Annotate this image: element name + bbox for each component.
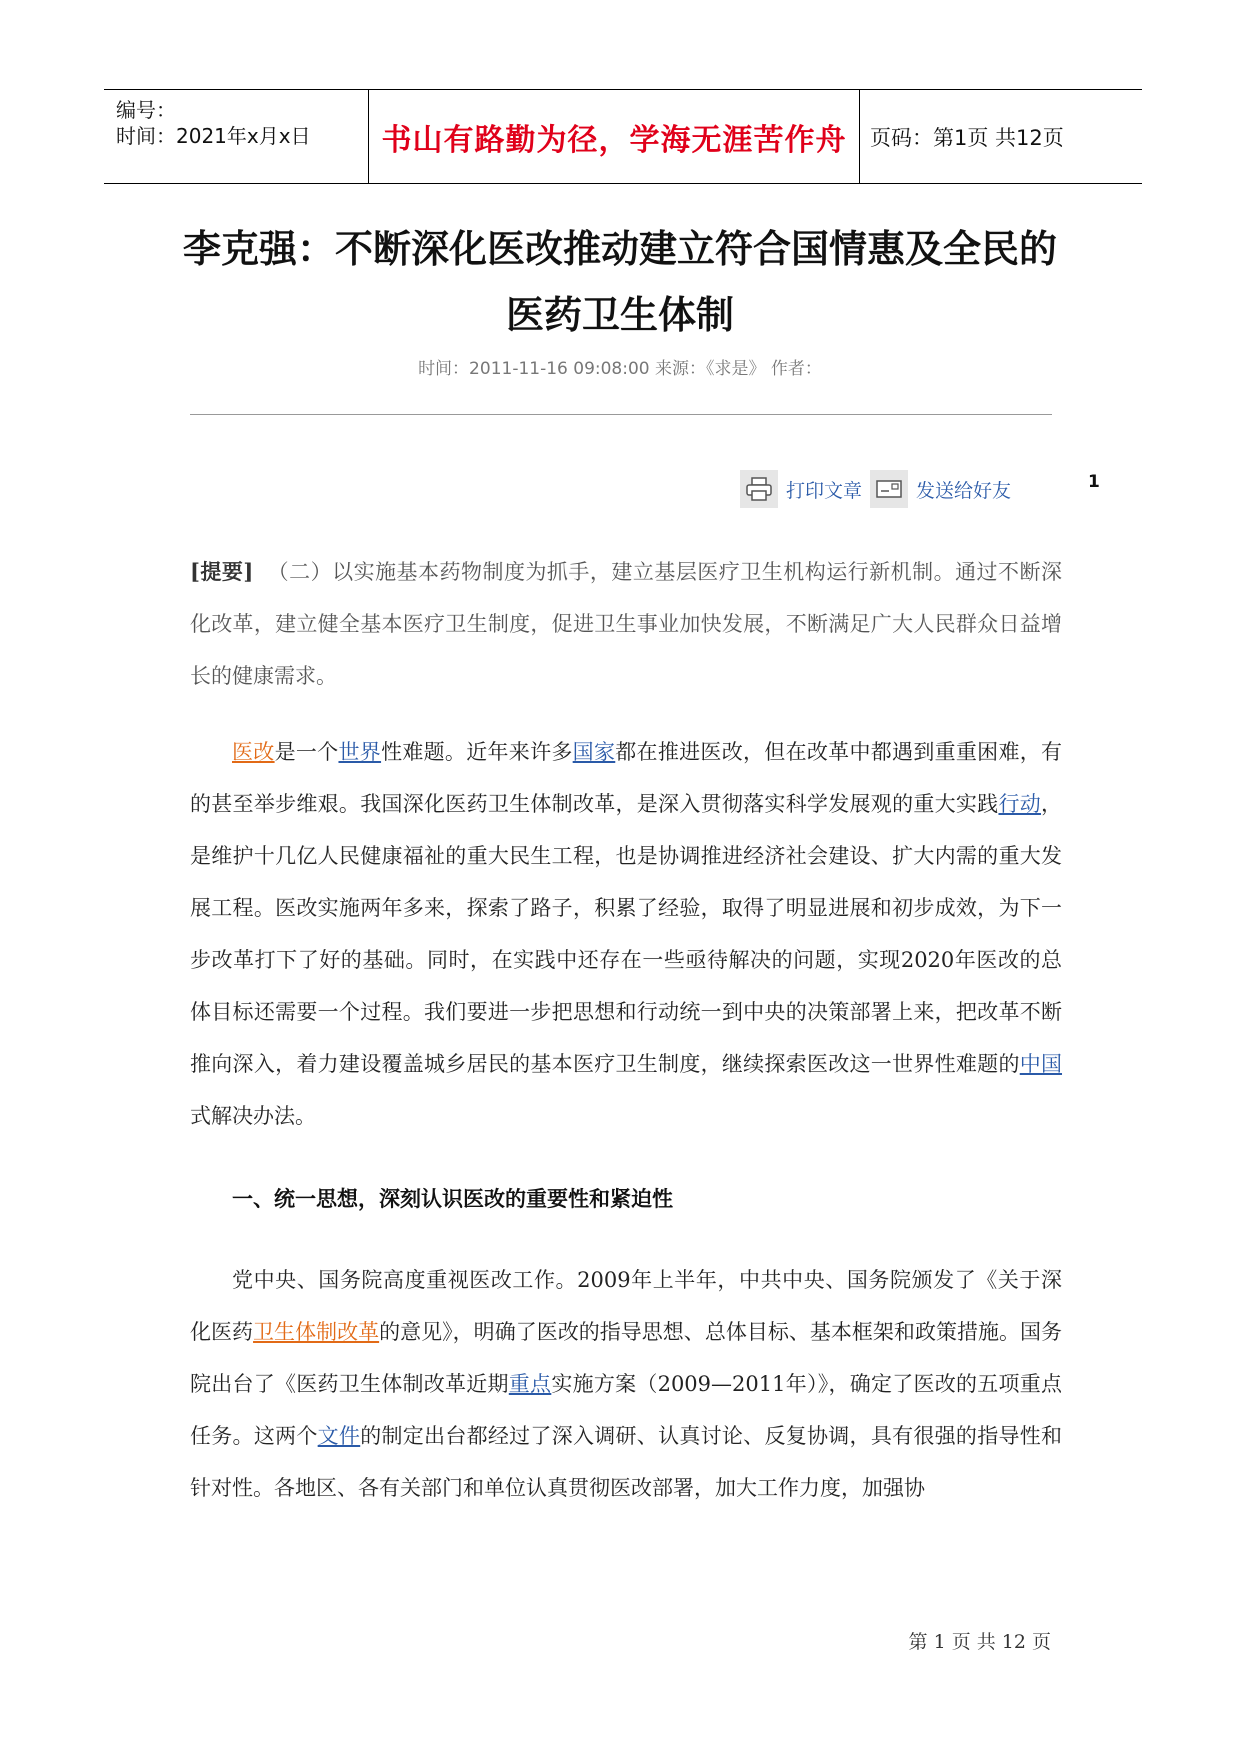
link-zhongguo[interactable]: 中国 xyxy=(1019,1052,1063,1076)
header-right-cell xyxy=(860,90,1142,183)
time-label: 时间：2021年x月x日 xyxy=(116,124,311,148)
side-number: 1 xyxy=(1088,472,1100,492)
page-footer: 第 1 页 共 12 页 xyxy=(908,1631,1051,1653)
p2-text-2: 的意见》，明确了医改的指导思想、总体目标、基本框架和政策措施。国务院出台了《医药卫生体制改革近期 xyxy=(190,1320,1063,1396)
divider xyxy=(190,414,1052,415)
article-title-line1: 李克强：不断深化医改推动建立符合国情惠及全民的 xyxy=(182,227,1057,271)
link-zhongdian[interactable]: 重点 xyxy=(508,1372,552,1396)
link-guojia[interactable]: 国家 xyxy=(572,740,616,764)
link-shijie[interactable]: 世界 xyxy=(338,740,382,764)
link-xingdong[interactable]: 行动 xyxy=(998,792,1042,816)
header-middle-cell xyxy=(369,90,860,183)
print-article-link[interactable]: 打印文章 xyxy=(786,479,863,502)
p1-text-5: 式解决办法。 xyxy=(190,1104,316,1128)
email-icon[interactable] xyxy=(870,470,908,508)
article-toolbar xyxy=(740,470,1011,508)
page-info: 页码：第1页 共12页 xyxy=(870,125,1064,150)
link-weisheng-tizhi-gaige[interactable]: 卫生体制改革 xyxy=(253,1320,380,1344)
paragraph-1 xyxy=(190,726,1062,1142)
paragraph-2 xyxy=(190,1254,1062,1514)
printer-icon[interactable] xyxy=(740,470,778,508)
send-to-friend-link[interactable]: 发送给好友 xyxy=(916,479,1012,502)
motto: 书山有路勤为径，学海无涯苦作舟 xyxy=(381,122,847,158)
link-yigai[interactable]: 医改 xyxy=(232,740,275,764)
document-header xyxy=(104,89,1142,184)
link-wenjian[interactable]: 文件 xyxy=(317,1424,361,1448)
summary-tag: [提要] xyxy=(190,559,254,584)
summary-text: （二）以实施基本药物制度为抓手，建立基层医疗卫生机构运行新机制。通过不断深化改革，建立健全基本医疗卫生制度，促进卫生事业加快发展，不断满足广大人民群众日益增长的健康需求。 xyxy=(190,560,1063,688)
p2-text-4: 的制定出台都经过了深入调研、认真讨论、反复协调，具有很强的指导性和针对性。各地区、各有关部门和单位认真贯彻医改部署，加大工作力度，加强协 xyxy=(190,1424,1063,1500)
p1-text-4: ，是维护十几亿人民健康福祉的重大民生工程，也是协调推进经济社会建设、扩大内需的重大发展工程。医改实施两年多来，探索了路子，积累了经验，取得了明显进展和初步成效，为下一步改革打下了好的基础。同时，在实践中还存在一些亟待解决的问题，实现2020年医改的总体目标还需要一个过程。我们要进一步把思想和行动统一到中央的决策部署上来，把改革不断推向深入，着力建设覆盖城乡居民的基本医疗卫生制度，继续探索医改这一世界性难题的 xyxy=(190,792,1063,1076)
p2-text-3: 实施方案（2009—2011年）》，确定了医改的五项重点任务。这两个 xyxy=(190,1372,1063,1448)
article-title-line2: 医药卫生体制 xyxy=(505,293,734,337)
p1-text-2: 性难题。近年来许多 xyxy=(381,740,573,764)
p1-text-3: 都在推进医改，但在改革中都遇到重重困难，有的甚至举步维艰。我国深化医药卫生体制改革，是深入贯彻落实科学发展观的重大实践 xyxy=(190,740,1063,816)
summary-paragraph xyxy=(190,546,1062,702)
section-heading-1: 一、统一思想，深刻认识医改的重要性和紧迫性 xyxy=(232,1187,673,1211)
header-left-cell xyxy=(104,90,369,183)
number-label: 编号： xyxy=(116,98,176,122)
p1-text-1: 是一个 xyxy=(274,740,339,764)
article-meta: 时间：2011-11-16 09:08:00 来源：《求是》 作者： xyxy=(418,359,822,379)
p2-text-1: 党中央、国务院高度重视医改工作。2009年上半年，中共中央、国务院颁发了《关于深化医药 xyxy=(190,1268,1062,1344)
